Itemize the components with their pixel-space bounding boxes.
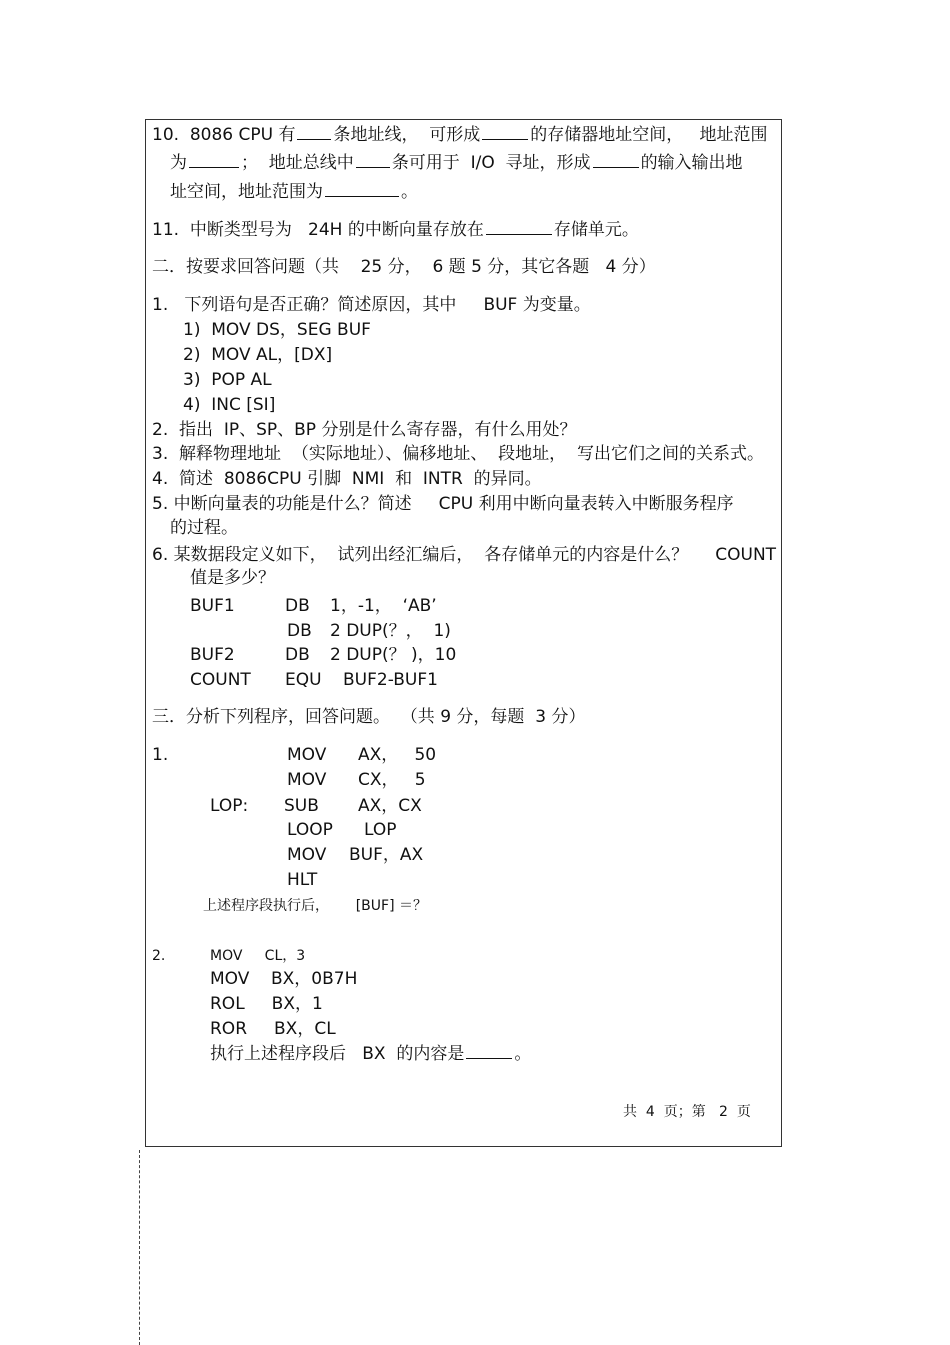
code-op: MOV [287, 745, 327, 765]
s2-question-5: 5. 中断向量表的功能是什么？简述 CPU 利用中断向量表转入中断服务程序 [152, 494, 734, 514]
section3-heading: 三．分析下列程序，回答问题。 （共 9 分，每题 3 分） [152, 707, 586, 727]
p2-question: 执行上述程序段后 BX 的内容是 。 [210, 1044, 532, 1064]
blank [593, 153, 639, 168]
s2-q1-item: 3) POP AL [183, 370, 272, 390]
blank [482, 125, 528, 140]
code-label: LOP: [210, 796, 249, 816]
binding-cut-line [139, 1150, 140, 1345]
blank [189, 153, 239, 168]
code-label: COUNT [190, 670, 251, 690]
code-args: 2 DUP(？， 1) [330, 621, 451, 641]
s2-q1-item: 4) INC [SI] [183, 395, 276, 415]
code-label: BUF2 [190, 645, 235, 665]
code-op: HLT [287, 870, 318, 890]
code-op: DB [285, 596, 310, 616]
code-args: CX， 5 [358, 770, 426, 790]
section2-heading: 二．按要求回答问题（共 25 分， 6 题 5 分，其它各题 4 分） [152, 257, 656, 277]
blank [325, 182, 399, 197]
blank [297, 125, 331, 140]
s2-question-4: 4. 简述 8086CPU 引脚 NMI 和 INTR 的异同。 [152, 469, 542, 489]
page-footer: 共 4 页；第 2 页 [623, 1104, 751, 1120]
p2-code-line: ROR BX，CL [210, 1019, 336, 1039]
p2-code-line: ROL BX，1 [210, 994, 323, 1014]
code-op: MOV [287, 770, 327, 790]
blank [356, 153, 390, 168]
code-op: MOV [287, 845, 327, 865]
s2-question-2: 2. 指出 IP、SP、BP 分别是什么寄存器，有什么用处？ [152, 420, 577, 440]
code-op: DB [287, 621, 312, 641]
code-op: SUB [284, 796, 319, 816]
q10-line1: 10. 8086 CPU 有 条地址线， 可形成 的存储器地址空间， 地址范围 [152, 125, 768, 145]
code-op: DB [285, 645, 310, 665]
p2-number: 2. [152, 948, 166, 964]
code-args: BUF2-BUF1 [343, 670, 438, 690]
code-args: BUF，AX [349, 845, 424, 865]
p1-question: 上述程序段执行后， [BUF] ＝？ [203, 898, 427, 914]
s2-q1-item: 2) MOV AL，[DX] [183, 345, 333, 365]
blank [486, 220, 552, 235]
q10-line2: 为 ； 地址总线中 条可用于 I/O 寻址，形成 的输入输出地 [170, 153, 743, 173]
s2-question-5-cont: 的过程。 [170, 518, 238, 538]
p2-code-line: MOV BX，0B7H [210, 969, 358, 989]
code-op: EQU [285, 670, 322, 690]
code-args: LOP [364, 820, 397, 840]
s2-question-6-cont: 值是多少？ [190, 568, 275, 588]
s2-question-1: 1. 下列语句是否正确？简述原因，其中 BUF 为变量。 [152, 295, 591, 315]
code-args: 2 DUP(？ )，10 [330, 645, 457, 665]
p2-code-line: MOV CL，3 [210, 948, 306, 964]
s2-question-6: 6. 某数据段定义如下， 试列出经汇编后， 各存储单元的内容是什么？ COUNT [152, 545, 777, 565]
blank [466, 1044, 512, 1059]
code-label: BUF1 [190, 596, 235, 616]
code-args: 1，-1， ‘AB’ [330, 596, 437, 616]
code-args: AX， 50 [358, 745, 437, 765]
code-args: AX，CX [358, 796, 422, 816]
q10-line3: 址空间，地址范围为 。 [170, 182, 418, 202]
p1-number: 1. [152, 745, 169, 765]
q11-text: 11. 中断类型号为 24H 的中断向量存放在 存储单元。 [152, 220, 639, 240]
s2-question-3: 3. 解释物理地址 （实际地址）、偏移地址、 段地址， 写出它们之间的关系式。 [152, 444, 764, 464]
s2-q1-item: 1) MOV DS，SEG BUF [183, 320, 371, 340]
code-op: LOOP [287, 820, 333, 840]
